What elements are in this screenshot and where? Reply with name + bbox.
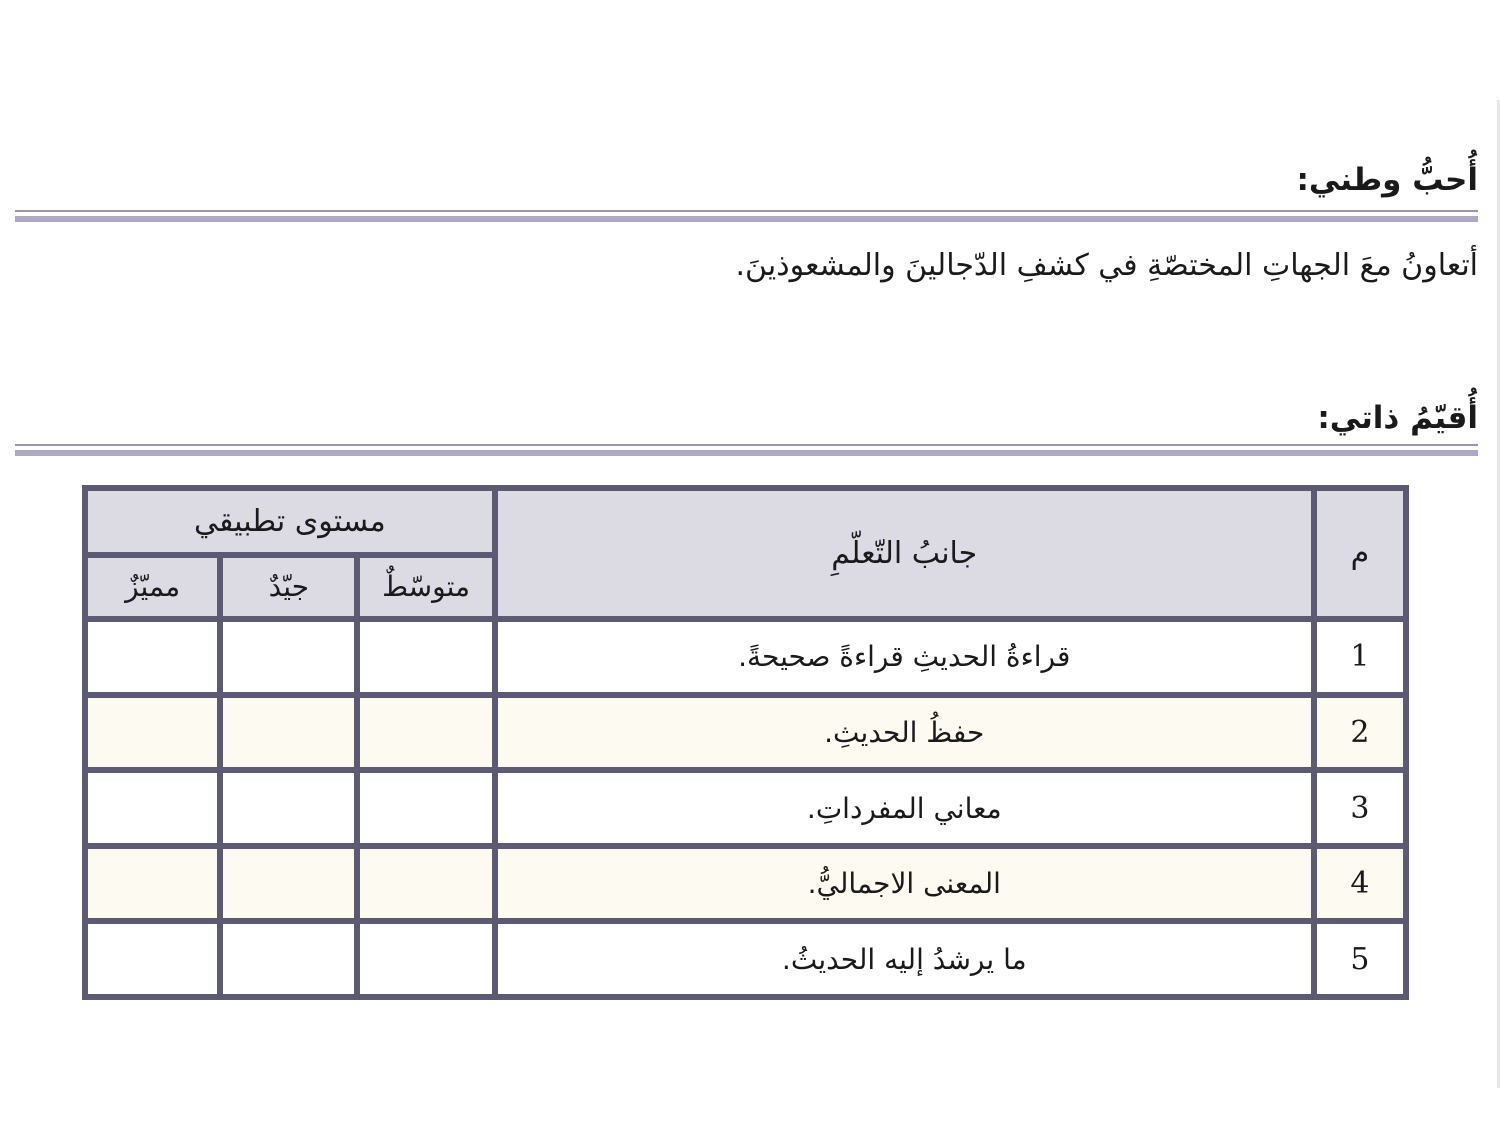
header-number: م: [1314, 488, 1406, 619]
rating-cell-good[interactable]: [220, 695, 357, 771]
table-row: [85, 770, 1406, 846]
self-assessment-table: [82, 485, 1409, 1000]
row-aspect: قراءةُ الحديثِ قراءةً صحيحةً.: [495, 619, 1314, 695]
rating-cell-excellent[interactable]: [85, 921, 220, 997]
header-application-level: مستوى تطبيقي: [85, 488, 495, 555]
section-divider: [15, 444, 1478, 456]
rating-cell-excellent[interactable]: [85, 846, 220, 922]
header-level-good: جيّدٌ: [220, 555, 357, 620]
row-aspect: معاني المفرداتِ.: [495, 770, 1314, 846]
rating-cell-average[interactable]: [357, 619, 494, 695]
row-number: 3: [1314, 770, 1406, 846]
section-divider: [15, 210, 1478, 222]
love-homeland-text: أتعاونُ معَ الجهاتِ المختصّةِ في كشفِ الدّجالينَ والمشعوذينَ.: [735, 248, 1478, 283]
row-number: 1: [1314, 619, 1406, 695]
rating-cell-average[interactable]: [357, 846, 494, 922]
rating-cell-excellent[interactable]: [85, 695, 220, 771]
row-number: 2: [1314, 695, 1406, 771]
row-aspect: حفظُ الحديثِ.: [495, 695, 1314, 771]
row-aspect: ما يرشدُ إليه الحديثُ.: [495, 921, 1314, 997]
rating-cell-excellent[interactable]: [85, 770, 220, 846]
header-level-excellent: مميّزٌ: [85, 555, 220, 620]
rating-cell-good[interactable]: [220, 846, 357, 922]
rating-cell-good[interactable]: [220, 619, 357, 695]
header-learning-aspect: جانبُ التّعلّمِ: [495, 488, 1314, 619]
rating-cell-good[interactable]: [220, 921, 357, 997]
table-row: [85, 846, 1406, 922]
table-row: [85, 695, 1406, 771]
row-number: 4: [1314, 846, 1406, 922]
rating-cell-average[interactable]: [357, 770, 494, 846]
table-row: [85, 921, 1406, 997]
love-homeland-heading: أُحبُّ وطني:: [1296, 162, 1478, 198]
rating-cell-excellent[interactable]: [85, 619, 220, 695]
header-level-average: متوسّطٌ: [357, 555, 494, 620]
rating-cell-average[interactable]: [357, 695, 494, 771]
row-aspect: المعنى الاجماليُّ.: [495, 846, 1314, 922]
rating-cell-good[interactable]: [220, 770, 357, 846]
self-assessment-heading: أُقيّمُ ذاتي:: [1317, 400, 1478, 436]
rating-cell-average[interactable]: [357, 921, 494, 997]
row-number: 5: [1314, 921, 1406, 997]
table-row: [85, 619, 1406, 695]
